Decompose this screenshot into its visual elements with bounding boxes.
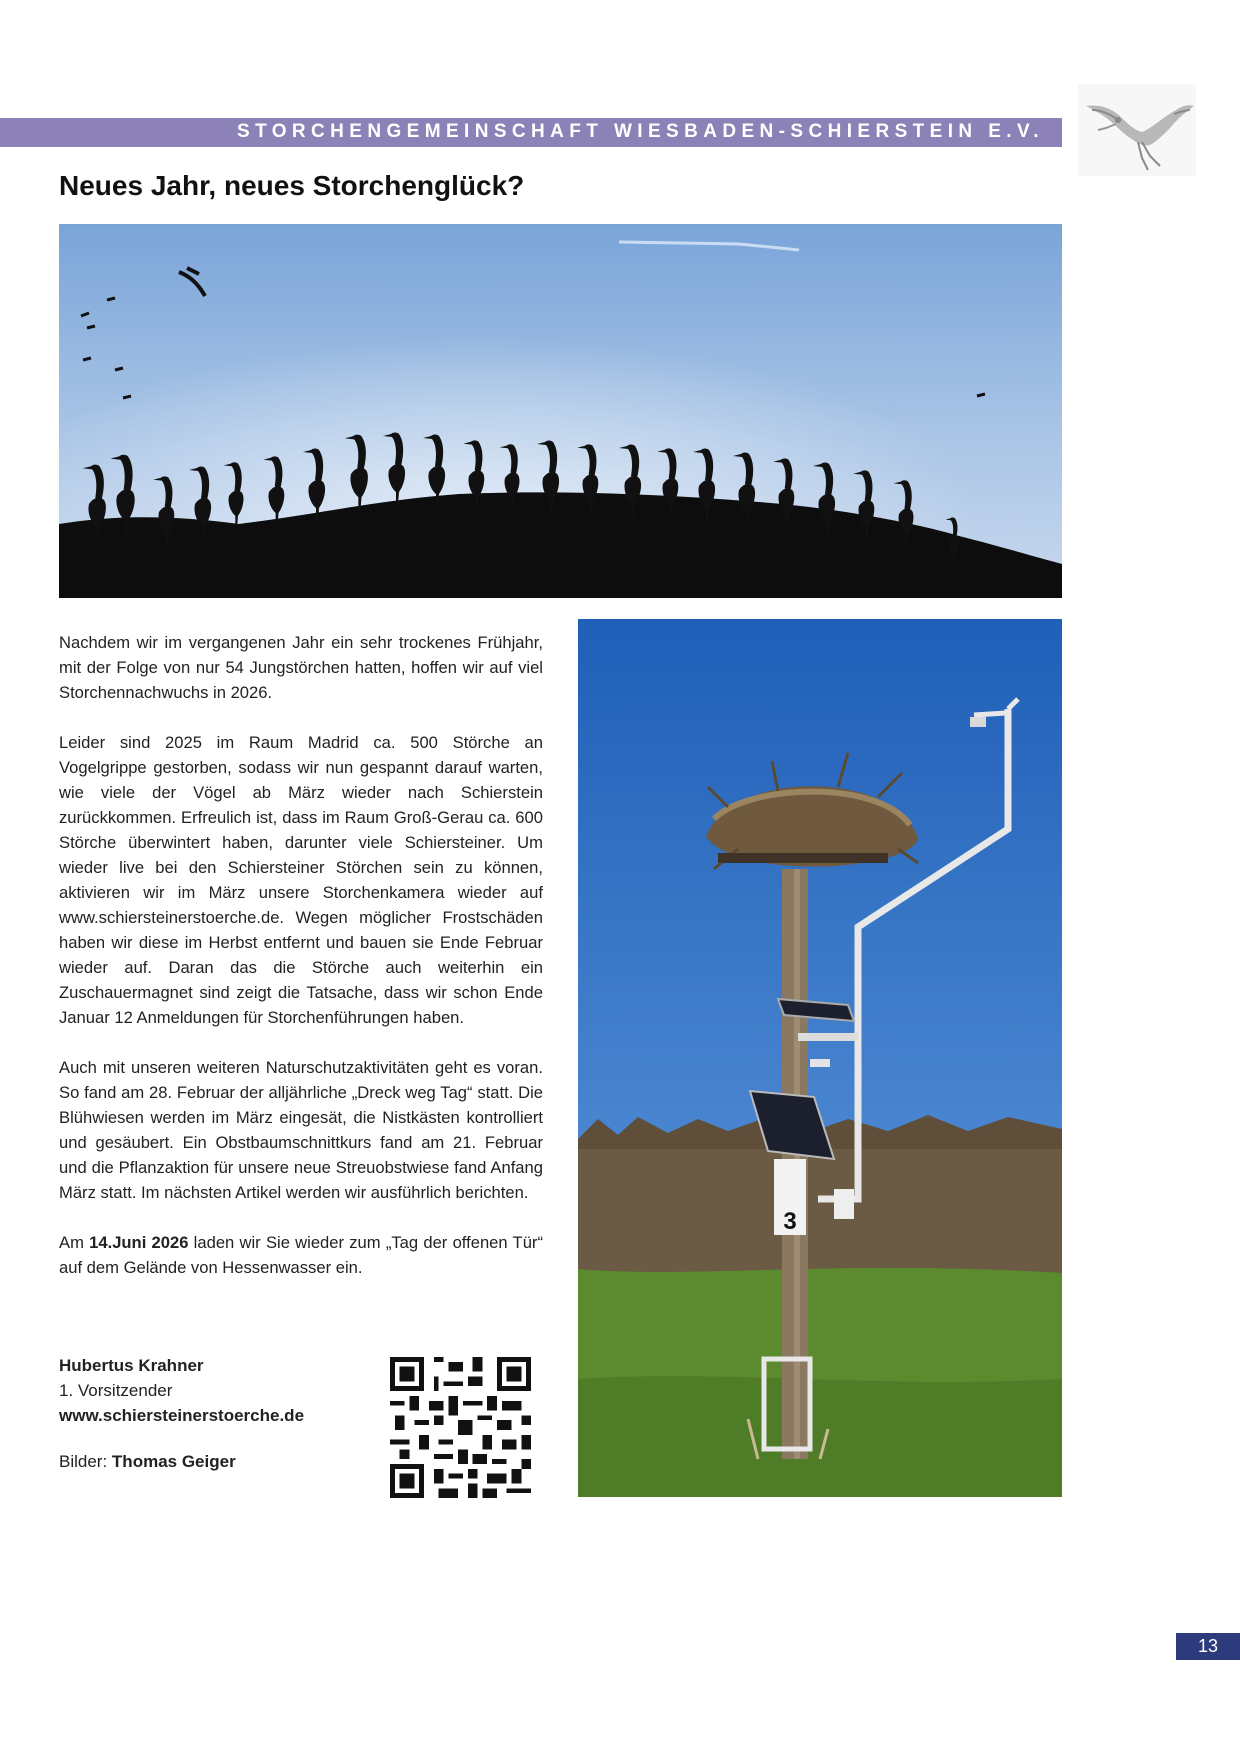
author-name: Hubertus Krahner — [59, 1356, 204, 1375]
paragraph-1: Nachdem wir im vergangenen Jahr ein sehr trockenes Frühjahr, mit der Folge von nur 54 Jungstörchen hatten, hoffen wir auf viel Storchennachwuchs in 2026. — [59, 633, 543, 702]
header-bar — [0, 118, 1062, 147]
organization-name: STORCHENGEMEINSCHAFT WIESBADEN-SCHIERSTEIN E.V. — [237, 121, 1044, 142]
paragraph-4-suffix: laden wir Sie wieder zum „Tag der offenen Tür“ auf dem Gelände von Hessenwasser ein. — [59, 1233, 543, 1277]
article-title: Neues Jahr, neues Storchenglück? — [59, 170, 525, 201]
page-number: 13 — [1176, 1633, 1240, 1660]
storks-silhouette-photo — [59, 224, 1062, 598]
qr-code-icon[interactable] — [390, 1357, 531, 1498]
paragraph-4-prefix: Am — [59, 1233, 90, 1252]
paragraph-4 — [59, 1230, 543, 1280]
photographer-name: Thomas Geiger — [111, 1452, 236, 1471]
svg-text:3: 3 — [783, 1208, 797, 1235]
event-date: 14.Juni 2026 — [89, 1233, 189, 1252]
stork-logo-icon — [1078, 84, 1196, 176]
article-body — [59, 630, 543, 1305]
stork-nest-pole-photo — [578, 619, 1062, 1497]
photo-credit — [59, 1452, 236, 1472]
paragraph-3: Auch mit unseren weiteren Naturschutzaktivitäten geht es voran. So fand am 28. Februar der alljährliche „Dreck weg Tag“ statt. Die Blühwiesen werden im März eingesät, die Nistkästen kontrolliert und gesäubert. Ein Obstbaumschnittkurs fand am 21. Februar und die Pflanzaktion für unsere neue Streuobstwiese fand Anfang März statt. Im nächsten Artikel werden wir ausführlich berichten. — [59, 1058, 543, 1202]
signature-block — [59, 1353, 304, 1428]
credit-label: Bilder: — [59, 1452, 112, 1471]
website-link[interactable]: www.schiersteinerstoerche.de — [59, 1406, 305, 1425]
paragraph-2: Leider sind 2025 im Raum Madrid ca. 500 Störche an Vogelgrippe gestorben, sodass wir nun gespannt darauf warten, wie viele der Vögel ab März wieder nach Schierstein zurückkommen. Erfreulich ist, dass im Raum Groß-Gerau ca. 600 Störche überwintert haben, darunter viele Schiersteiner. Um wieder live bei den Schiersteiner Störchen sein zu können, aktivieren wir im März unsere Storchenkamera wieder auf www.schiersteinerstoerche.de. Wegen möglicher Frostschäden haben wir diese im Herbst entfernt und bauen sie Ende Februar wieder auf. Daran das die Störche auch weiterhin ein Zuschauermagnet sind zeigt die Tatsache, dass wir schon Ende Januar 12 Anmeldungen für Storchenführungen haben. — [59, 733, 543, 1027]
author-role: 1. Vorsitzender — [59, 1381, 173, 1400]
